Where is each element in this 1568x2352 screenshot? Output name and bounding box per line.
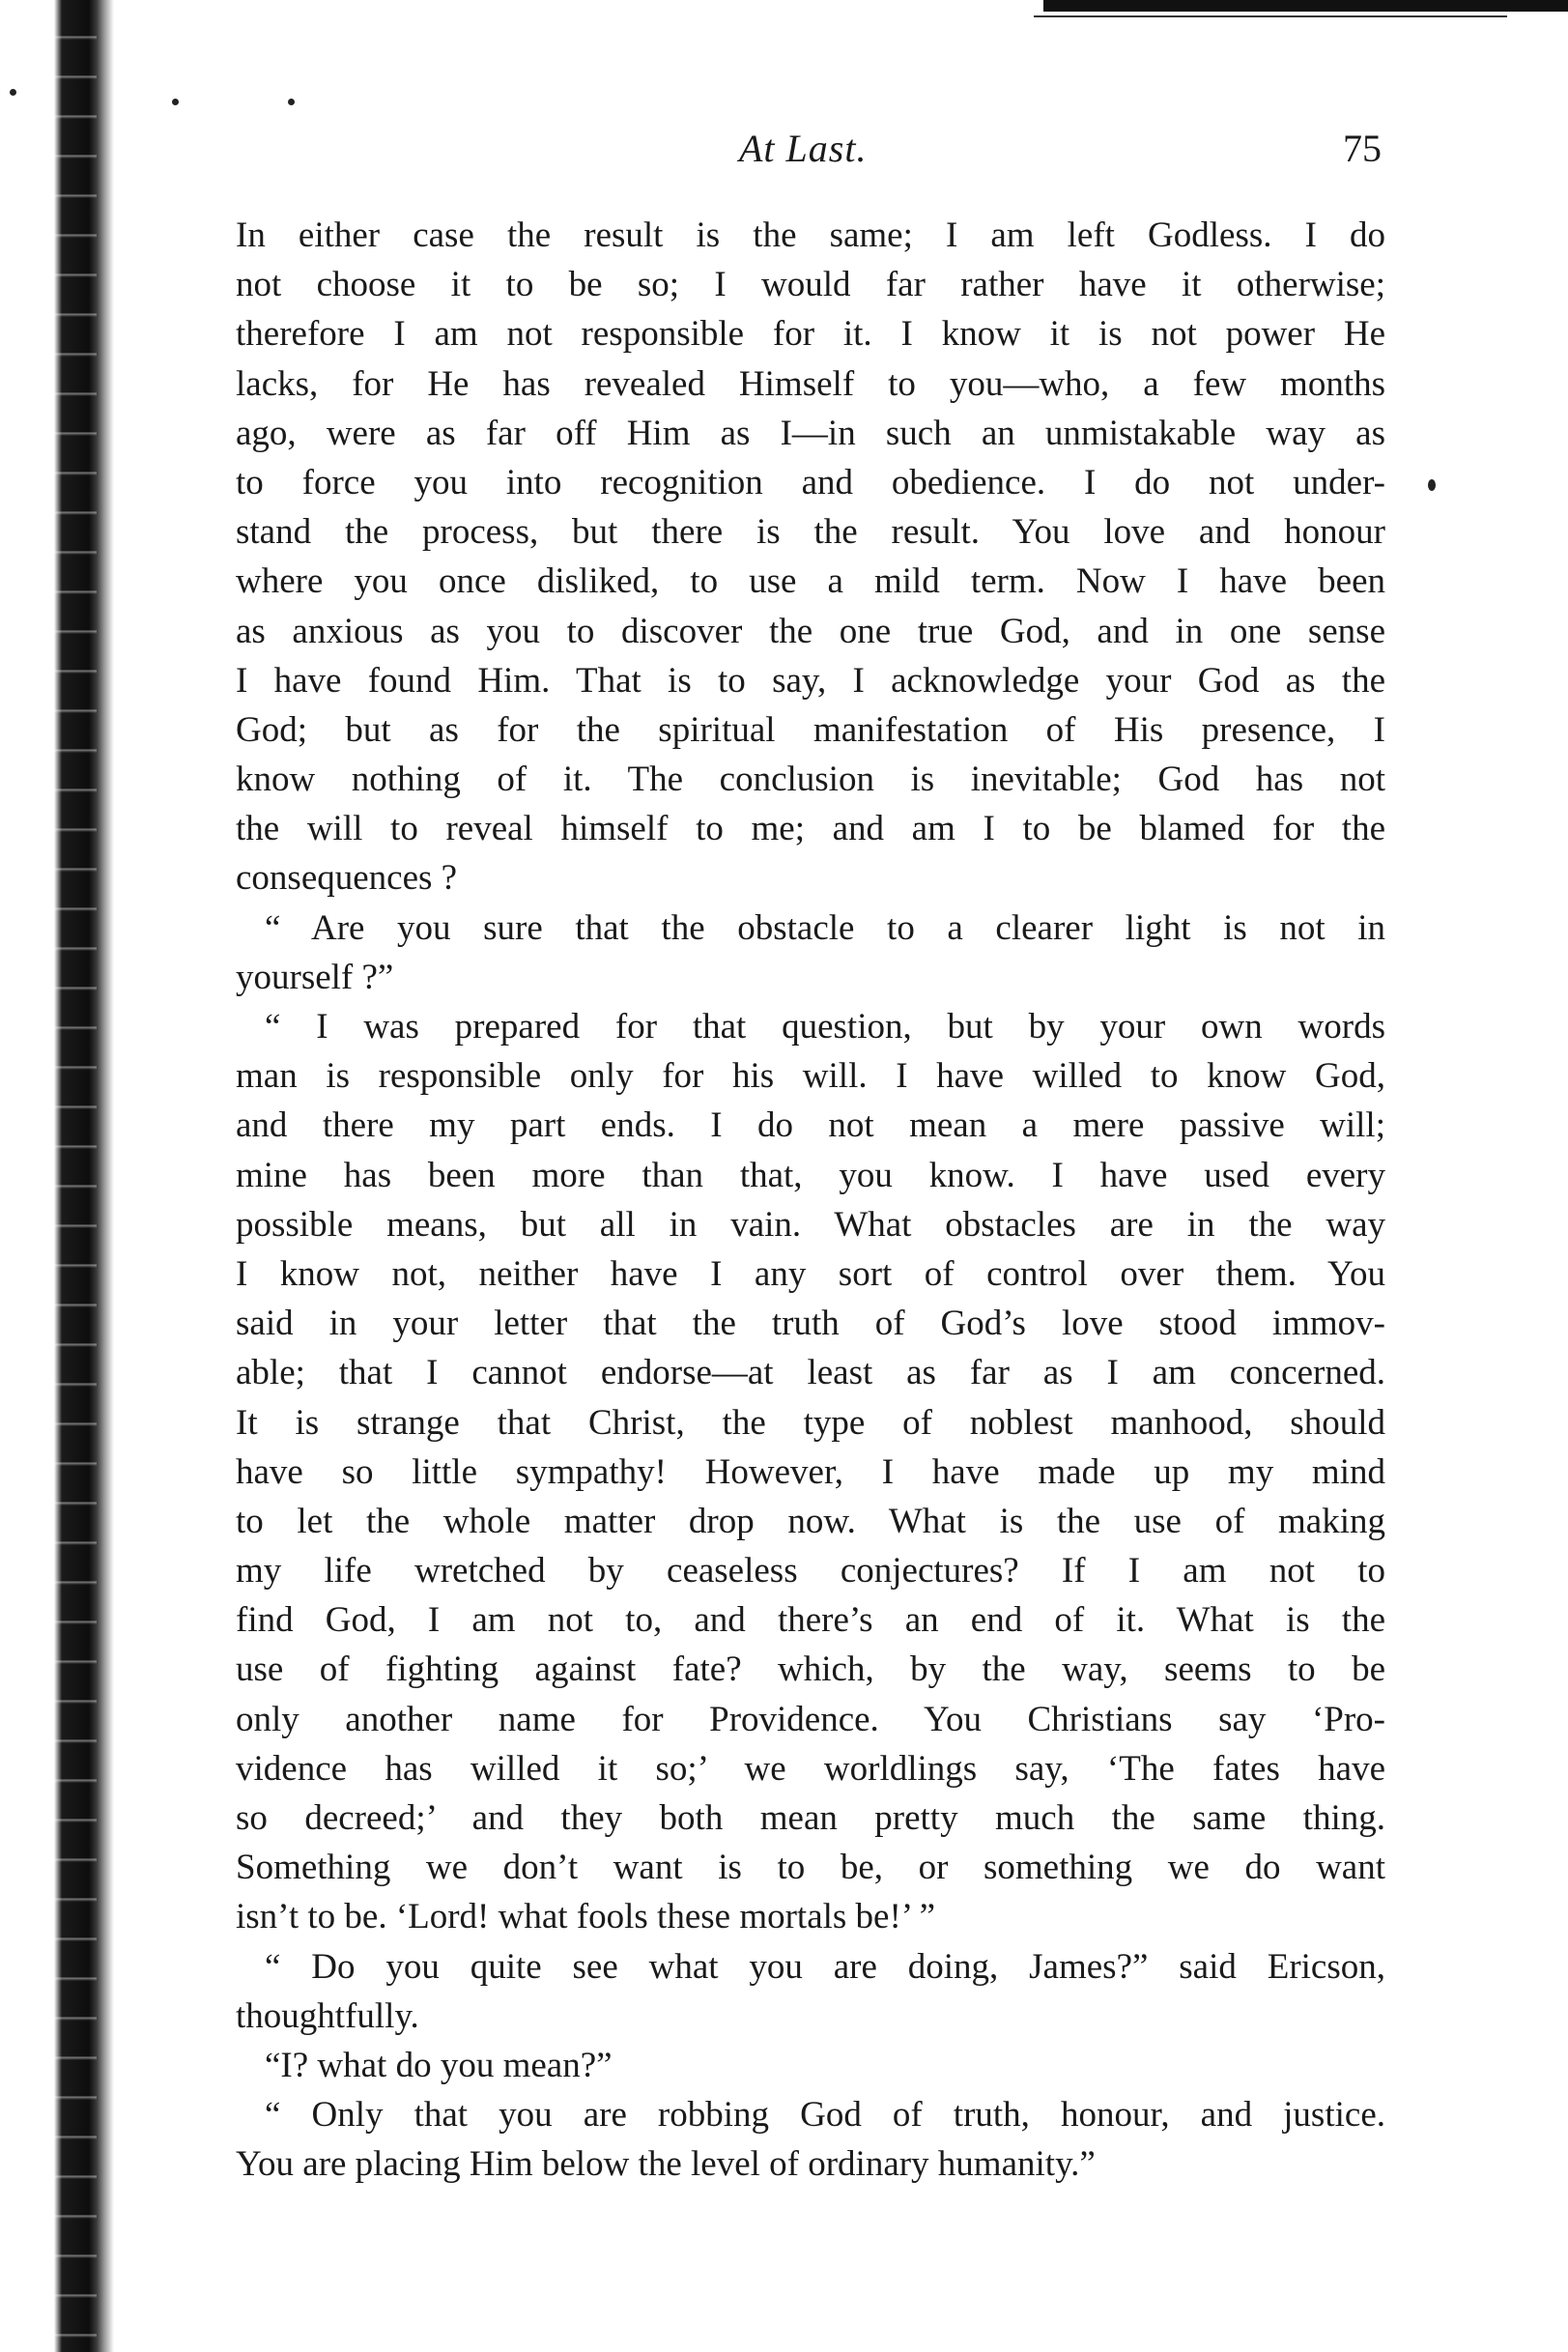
- text-line: “ Do you quite see what you are doing, James?” said Ericson,: [265, 1946, 1385, 1987]
- text-line: mine has been more than that, you know. I have used every: [236, 1155, 1385, 1195]
- text-line: In either case the result is the same; I am left Godless. I do: [236, 215, 1385, 255]
- top-rule-thin: [1034, 15, 1507, 17]
- text-line: said in your letter that the truth of God’s love stood immov-: [236, 1304, 1385, 1344]
- text-line: only another name for Providence. You Christians say ‘Pro-: [236, 1699, 1385, 1739]
- text-line: I have found Him. That is to say, I acknowledge your God as the: [236, 660, 1385, 701]
- text-line: the will to reveal himself to me; and am I to be blamed for the: [236, 809, 1385, 849]
- text-line: thoughtfully.: [236, 1995, 419, 2036]
- text-line: “ Are you sure that the obstacle to a clearer light is not in: [265, 907, 1385, 948]
- text-line: “I? what do you mean?”: [265, 2045, 613, 2085]
- top-rule: [1043, 0, 1568, 12]
- book-binding-edge: [0, 0, 116, 2352]
- page-number: 75: [1343, 127, 1382, 170]
- text-line: You are placing Him below the level of ordinary humanity.”: [236, 2144, 1096, 2185]
- text-line: and there my part ends. I do not mean a mere passive will;: [236, 1105, 1385, 1146]
- speck: [10, 89, 16, 96]
- text-line: find God, I am not to, and there’s an end of it. What is the: [236, 1600, 1385, 1641]
- text-line: stand the process, but there is the result. You love and honour: [236, 512, 1385, 553]
- text-line: It is strange that Christ, the type of noblest manhood, should: [236, 1402, 1385, 1443]
- speck: [172, 99, 179, 105]
- speck: [1428, 479, 1436, 491]
- text-line: isn’t to be. ‘Lord! what fools these mortals be!’ ”: [236, 1897, 936, 1937]
- text-line: have so little sympathy! However, I have made up my mind: [236, 1451, 1385, 1492]
- text-line: man is responsible only for his will. I have willed to know God,: [236, 1056, 1385, 1097]
- text-line: where you once disliked, to use a mild term. Now I have been: [236, 561, 1385, 602]
- text-line: God; but as for the spiritual manifestation of His presence, I: [236, 709, 1385, 750]
- speck: [288, 99, 295, 105]
- text-line: I know not, neither have I any sort of control over them. You: [236, 1253, 1385, 1294]
- text-line: my life wretched by ceaseless conjectures? If I am not to: [236, 1551, 1385, 1592]
- text-line: lacks, for He has revealed Himself to you—who, a few months: [236, 363, 1385, 404]
- body-text: [236, 211, 1385, 2190]
- text-line: as anxious as you to discover the one true God, and in one sense: [236, 611, 1385, 651]
- text-line: use of fighting against fate? which, by the way, seems to be: [236, 1649, 1385, 1690]
- text-line: able; that I cannot endorse—at least as far as I am concerned.: [236, 1353, 1385, 1393]
- text-line: “ I was prepared for that question, but by your own words: [265, 1007, 1385, 1047]
- text-line: therefore I am not responsible for it. I know it is not power He: [236, 314, 1385, 355]
- text-line: so decreed;’ and they both mean pretty much the same thing.: [236, 1798, 1385, 1838]
- text-line: possible means, but all in vain. What obstacles are in the way: [236, 1204, 1385, 1245]
- text-line: to let the whole matter drop now. What is the use of making: [236, 1501, 1385, 1541]
- text-line: “ Only that you are robbing God of truth, honour, and justice.: [265, 2095, 1385, 2136]
- running-head: [242, 126, 1401, 174]
- text-line: vidence has willed it so;’ we worldlings say, ‘The fates have: [236, 1748, 1385, 1789]
- text-line: yourself ?”: [236, 957, 394, 997]
- text-line: not choose it to be so; I would far rather have it otherwise;: [236, 265, 1385, 305]
- text-line: consequences ?: [236, 858, 458, 899]
- text-line: to force you into recognition and obedience. I do not under-: [236, 462, 1385, 502]
- text-line: know nothing of it. The conclusion is inevitable; God has not: [236, 760, 1385, 800]
- text-line: ago, were as far off Him as I—in such an unmistakable way as: [236, 413, 1385, 453]
- running-head-title: At Last.: [739, 127, 868, 170]
- text-line: Something we don’t want is to be, or something we do want: [236, 1848, 1385, 1888]
